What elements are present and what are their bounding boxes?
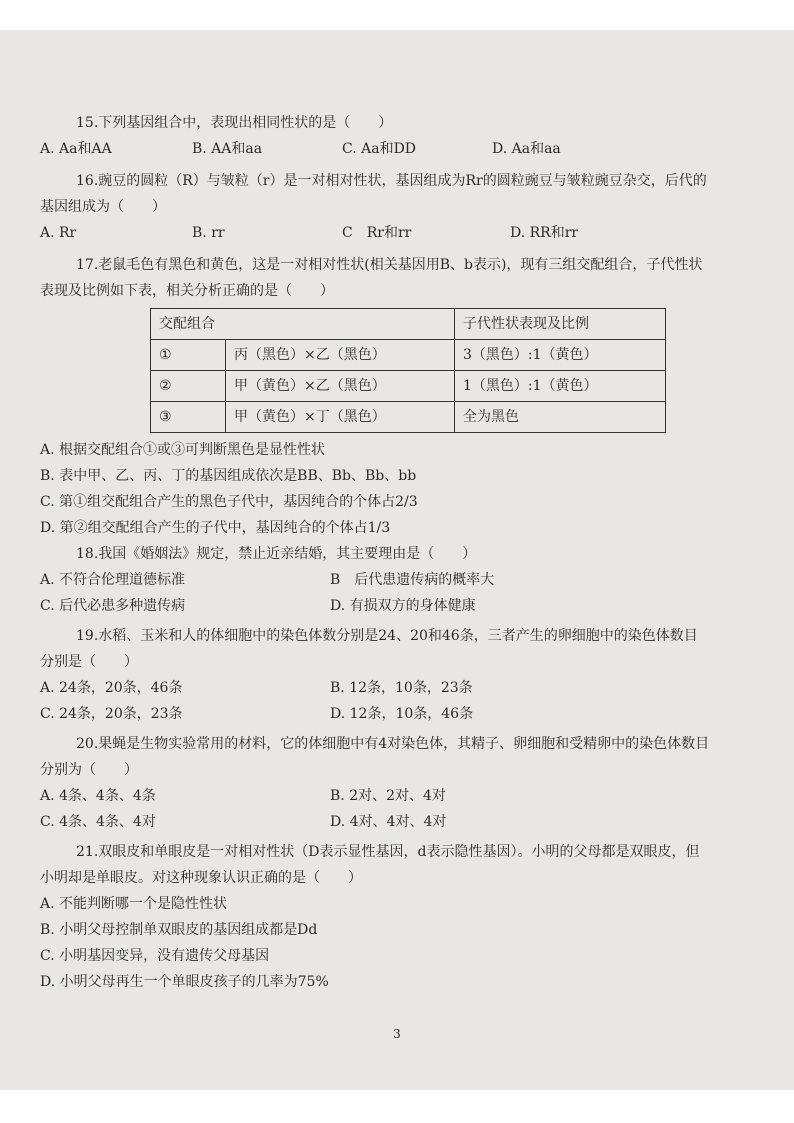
- option-d[interactable]: D. 小明父母再生一个单眼皮孩子的几率为75%: [40, 974, 329, 990]
- option-b[interactable]: B. 12条，10条，23条: [330, 680, 473, 696]
- question-18: [40, 541, 710, 619]
- question-stem: 19.水稻、玉米和人的体细胞中的染色体数分别是24、20和46条，三者产生的卵细胞中的染色体数目分别是（ ）: [40, 628, 698, 670]
- options-row: [40, 567, 710, 593]
- table-cell: 丙（黑色）×乙（黑色）: [226, 340, 455, 371]
- table-cell: 甲（黄色）×乙（黑色）: [226, 371, 455, 402]
- cross-results-table: [150, 308, 666, 433]
- table-cell: ①: [151, 340, 226, 371]
- option-a[interactable]: A. 24条，20条，46条: [40, 680, 183, 696]
- option-d[interactable]: D. RR和rr: [510, 225, 579, 241]
- option-b[interactable]: B. 小明父母控制单双眼皮的基因组成都是Dd: [40, 922, 318, 938]
- option-b[interactable]: B 后代患遗传病的概率大: [330, 572, 495, 588]
- table-header-cell: 交配组合: [151, 309, 455, 340]
- question-stem: 18.我国《婚姻法》规定，禁止近亲结婚，其主要理由是（ ）: [76, 546, 477, 562]
- options-row: [40, 701, 710, 727]
- table-header-cell: 子代性状表现及比例: [455, 309, 666, 340]
- option-c[interactable]: C. Aa和DD: [342, 141, 417, 157]
- options-row: [40, 136, 710, 162]
- option-a[interactable]: A. Aa和AA: [40, 141, 112, 157]
- question-list: [40, 110, 710, 995]
- options-row: [40, 675, 710, 701]
- option-c[interactable]: C. 后代必患多种遗传病: [40, 598, 186, 614]
- table-cell: 甲（黄色）×丁（黑色）: [226, 402, 455, 433]
- option-d[interactable]: D. 4对、4对、4对: [330, 814, 447, 830]
- option-b[interactable]: B. AA和aa: [192, 141, 263, 157]
- question-stem: 15.下列基因组合中，表现出相同性状的是（ ）: [76, 115, 393, 131]
- options-row: [40, 809, 710, 835]
- option-d[interactable]: D. 有损双方的身体健康: [330, 598, 476, 614]
- exam-paper: [0, 30, 794, 1090]
- option-b[interactable]: B. rr: [192, 225, 225, 241]
- options-row: [40, 593, 710, 619]
- table-cell: ②: [151, 371, 226, 402]
- table-cell: ③: [151, 402, 226, 433]
- option-a[interactable]: A. 不能判断哪一个是隐性性状: [40, 896, 228, 912]
- option-a[interactable]: A. Rr: [40, 225, 77, 241]
- option-a[interactable]: A. 根据交配组合①或③可判断黑色是显性性状: [40, 442, 326, 458]
- table-row: [151, 402, 666, 433]
- option-c[interactable]: C. 4条、4条、4对: [40, 814, 156, 830]
- question-19: [40, 623, 710, 727]
- question-stem: 20.果蝇是生物实验常用的材料，它的体细胞中有4对染色体，其精子、卵细胞和受精卵中的染色体数目分别为（ ）: [40, 736, 710, 778]
- option-c[interactable]: C. 第①组交配组合产生的黑色子代中，基因纯合的个体占2/3: [40, 494, 418, 510]
- question-17: [40, 252, 710, 541]
- option-d[interactable]: D. Aa和aa: [492, 141, 561, 157]
- question-stem: 16.豌豆的圆粒（R）与皱粒（r）是一对相对性状，基因组成为Rr的圆粒豌豆与皱粒豌豆杂交，后代的基因组成为（ ）: [40, 173, 707, 215]
- table-cell: 1（黑色）:1（黄色）: [455, 371, 666, 402]
- option-a[interactable]: A. 4条、4条、4条: [40, 788, 156, 804]
- option-a[interactable]: A. 不符合伦理道德标准: [40, 572, 186, 588]
- option-b[interactable]: B. 2对、2对、4对: [330, 788, 446, 804]
- table-cell: 3（黑色）:1（黄色）: [455, 340, 666, 371]
- option-b[interactable]: B. 表中甲、乙、丙、丁的基因组成依次是BB、Bb、Bb、bb: [40, 468, 417, 484]
- option-c[interactable]: C. 小明基因变异，没有遗传父母基因: [40, 948, 270, 964]
- option-d[interactable]: D. 第②组交配组合产生的子代中，基因纯合的个体占1/3: [40, 520, 391, 536]
- table-row: [151, 371, 666, 402]
- question-20: [40, 731, 710, 835]
- option-c[interactable]: C Rr和rr: [342, 225, 412, 241]
- option-c[interactable]: C. 24条，20条，23条: [40, 706, 183, 722]
- question-stem: 17.老鼠毛色有黑色和黄色，这是一对相对性状(相关基因用B、b表示)，现有三组交配组合，子代性状表现及比例如下表，相关分析正确的是（ ）: [40, 257, 703, 299]
- question-stem: 21.双眼皮和单眼皮是一对相对性状（D表示显性基因，d表示隐性基因）。小明的父母都是双眼皮，但小明却是单眼皮。对这种现象认识正确的是（ ）: [40, 844, 700, 886]
- question-16: [40, 168, 710, 246]
- question-15: [40, 110, 710, 162]
- options-row: [40, 783, 710, 809]
- options-row: [40, 220, 710, 246]
- table-header-row: [151, 309, 666, 340]
- page-number: 3: [393, 1027, 401, 1041]
- option-d[interactable]: D. 12条，10条，46条: [330, 706, 474, 722]
- question-21: [40, 839, 710, 995]
- table-row: [151, 340, 666, 371]
- table-cell: 全为黑色: [455, 402, 666, 433]
